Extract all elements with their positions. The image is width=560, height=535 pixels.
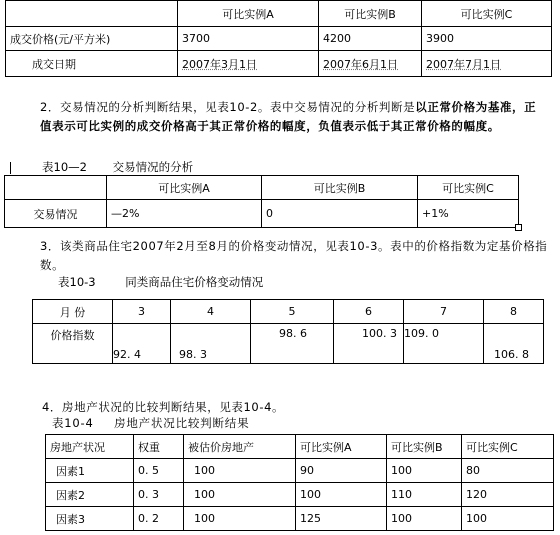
table-cell: 120 (462, 483, 554, 507)
index-label: 价格指数 (33, 324, 113, 364)
table-cell: 0 (262, 200, 418, 228)
transaction-situation-table (4, 175, 519, 228)
table-header-cell: 可比实例B (387, 435, 462, 459)
table-cell: 3700 (178, 27, 319, 51)
index-cell: 100. 3 (334, 324, 404, 364)
table-cell: 80 (462, 459, 554, 483)
index-cell: 98. 6 (251, 324, 334, 364)
table-3-caption (58, 274, 263, 290)
table-cell: 125 (296, 507, 387, 531)
month-cell: 6 (334, 300, 404, 324)
table-4-title: 房地产状况比较判断结果 (114, 416, 250, 430)
table-4-number: 表10-4 (52, 416, 94, 430)
table-cell: 0. 3 (134, 483, 184, 507)
table-cell: 成交日期 (6, 51, 178, 77)
table-header-cell: 房地产状况 (46, 435, 134, 459)
table-4-caption (52, 415, 249, 431)
paragraph-3: 3．该类商品住宅2007年2月至8月的价格变动情况，见表10-3。表中的价格指数为定基价格指数。 (40, 239, 548, 272)
table-cell: 110 (387, 483, 462, 507)
resize-handle (515, 224, 522, 231)
table-cell: 交易情况 (5, 200, 107, 228)
paragraph-2-bold-text: 以正常价格为基准，正值表示可比实例的成交价格高于其正常价格的幅度，负值表示低于其正常价格的幅度。 (40, 100, 537, 133)
transaction-table (5, 0, 552, 77)
table-cell: 90 (296, 459, 387, 483)
month-cell: 8 (484, 300, 544, 324)
index-cell: 92. 4 (113, 324, 171, 364)
table-cell: 4200 (319, 27, 422, 51)
price-index-table (32, 299, 544, 364)
table-header-cell: 可比实例C (422, 1, 552, 27)
table-header-cell: 可比实例C (418, 176, 519, 200)
table-cell: 100 (462, 507, 554, 531)
table-header-cell: 权重 (134, 435, 184, 459)
table-header-cell: 可比实例A (107, 176, 262, 200)
table-header-cell (6, 1, 178, 27)
month-cell: 5 (251, 300, 334, 324)
table-cell: +1% (418, 200, 519, 228)
table-cell: 100 (184, 459, 296, 483)
table-cell: 100 (387, 507, 462, 531)
table-2-number: 表10—2 (42, 160, 87, 174)
left-bracket-line (10, 162, 11, 174)
table-2-title: 交易情况的分析 (112, 160, 194, 174)
index-cell: 109. 0 (404, 324, 484, 364)
table-2-caption (42, 159, 193, 175)
table-cell: 2007年3月1日 (178, 51, 319, 77)
table-cell: 100 (387, 459, 462, 483)
table-3-title: 同类商品住宅价格变动情况 (125, 275, 264, 289)
paragraph-4: 4．房地产状况的比较判断结果，见表10-4。 (42, 400, 285, 414)
table-cell: 2007年7月1日 (422, 51, 552, 77)
table-header-cell: 可比实例A (296, 435, 387, 459)
table-header-cell: 可比实例B (319, 1, 422, 27)
table-header-cell (5, 176, 107, 200)
table-cell: 100 (184, 507, 296, 531)
table-cell: 因素2 (46, 483, 134, 507)
table-header-cell: 被估价房地产 (184, 435, 296, 459)
month-cell: 7 (404, 300, 484, 324)
paragraph-2-text: 2．交易情况的分析判断结果，见表10-2。表中交易情况的分析判断是 (40, 100, 416, 114)
table-cell: 3900 (422, 27, 552, 51)
paragraph-2 (40, 98, 548, 136)
month-cell: 3 (113, 300, 171, 324)
table-cell: 0. 2 (134, 507, 184, 531)
index-cell: 106. 8 (484, 324, 544, 364)
table-cell: 成交价格(元/平方米) (6, 27, 178, 51)
month-label: 月 份 (33, 300, 113, 324)
table-cell: 0. 5 (134, 459, 184, 483)
table-cell: 100 (296, 483, 387, 507)
month-cell: 4 (171, 300, 251, 324)
table-cell: 100 (184, 483, 296, 507)
table-header-cell: 可比实例A (178, 1, 319, 27)
table-cell: 因素1 (46, 459, 134, 483)
table-cell: 2007年6月1日 (319, 51, 422, 77)
table-header-cell: 可比实例C (462, 435, 554, 459)
index-cell: 98. 3 (171, 324, 251, 364)
table-cell: 因素3 (46, 507, 134, 531)
property-condition-table (45, 434, 554, 531)
table-3-number: 表10-3 (58, 275, 96, 289)
table-cell: —2% (107, 200, 262, 228)
table-header-cell: 可比实例B (262, 176, 418, 200)
